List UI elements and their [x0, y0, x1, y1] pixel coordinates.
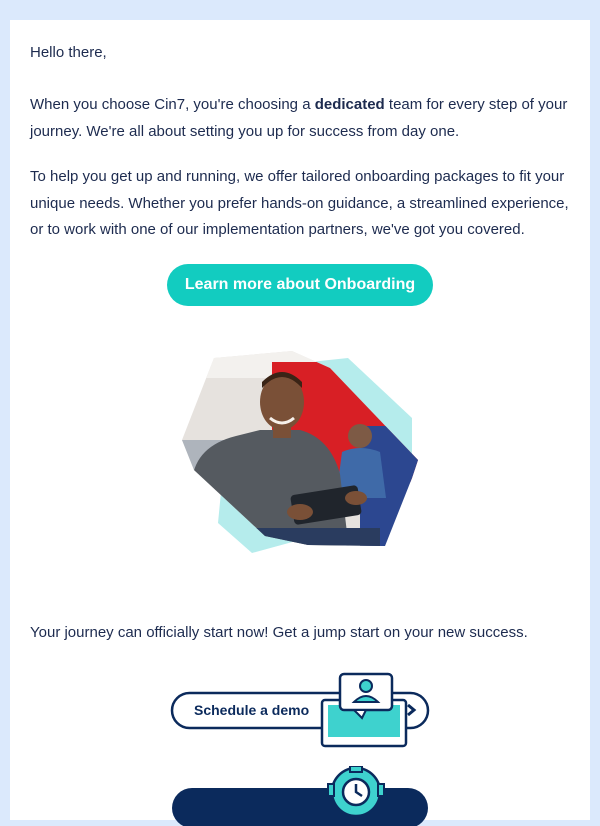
schedule-demo-button[interactable] [170, 672, 432, 748]
learn-more-onboarding-button[interactable]: Learn more about Onboarding [167, 264, 433, 306]
schedule-demo-label: Schedule a demo [194, 702, 310, 718]
secondary-action-button[interactable] [170, 766, 432, 826]
journey-text: Your journey can officially start now! Get a jump start on your new success. [30, 624, 528, 641]
hero-person-tablet-image [180, 348, 420, 558]
email-card [10, 20, 590, 820]
photo-content [180, 348, 420, 558]
intro-text-end: team for every step of your journey. We're all about setting you up for success from day one. [30, 96, 568, 140]
intro-text-start: When you choose Cin7, you're choosing a [30, 96, 315, 113]
greeting-text: Hello there, [30, 44, 107, 61]
intro-bold-word: dedicated [314, 96, 385, 113]
intro-paragraph [30, 92, 575, 145]
onboarding-paragraph: To help you get up and running, we offer tailored onboarding packages to fit your unique needs. Whether you prefer hands-on guidance, a streamlined experience, or to work with one of our implementation partners, we've got you covered. [30, 168, 569, 238]
